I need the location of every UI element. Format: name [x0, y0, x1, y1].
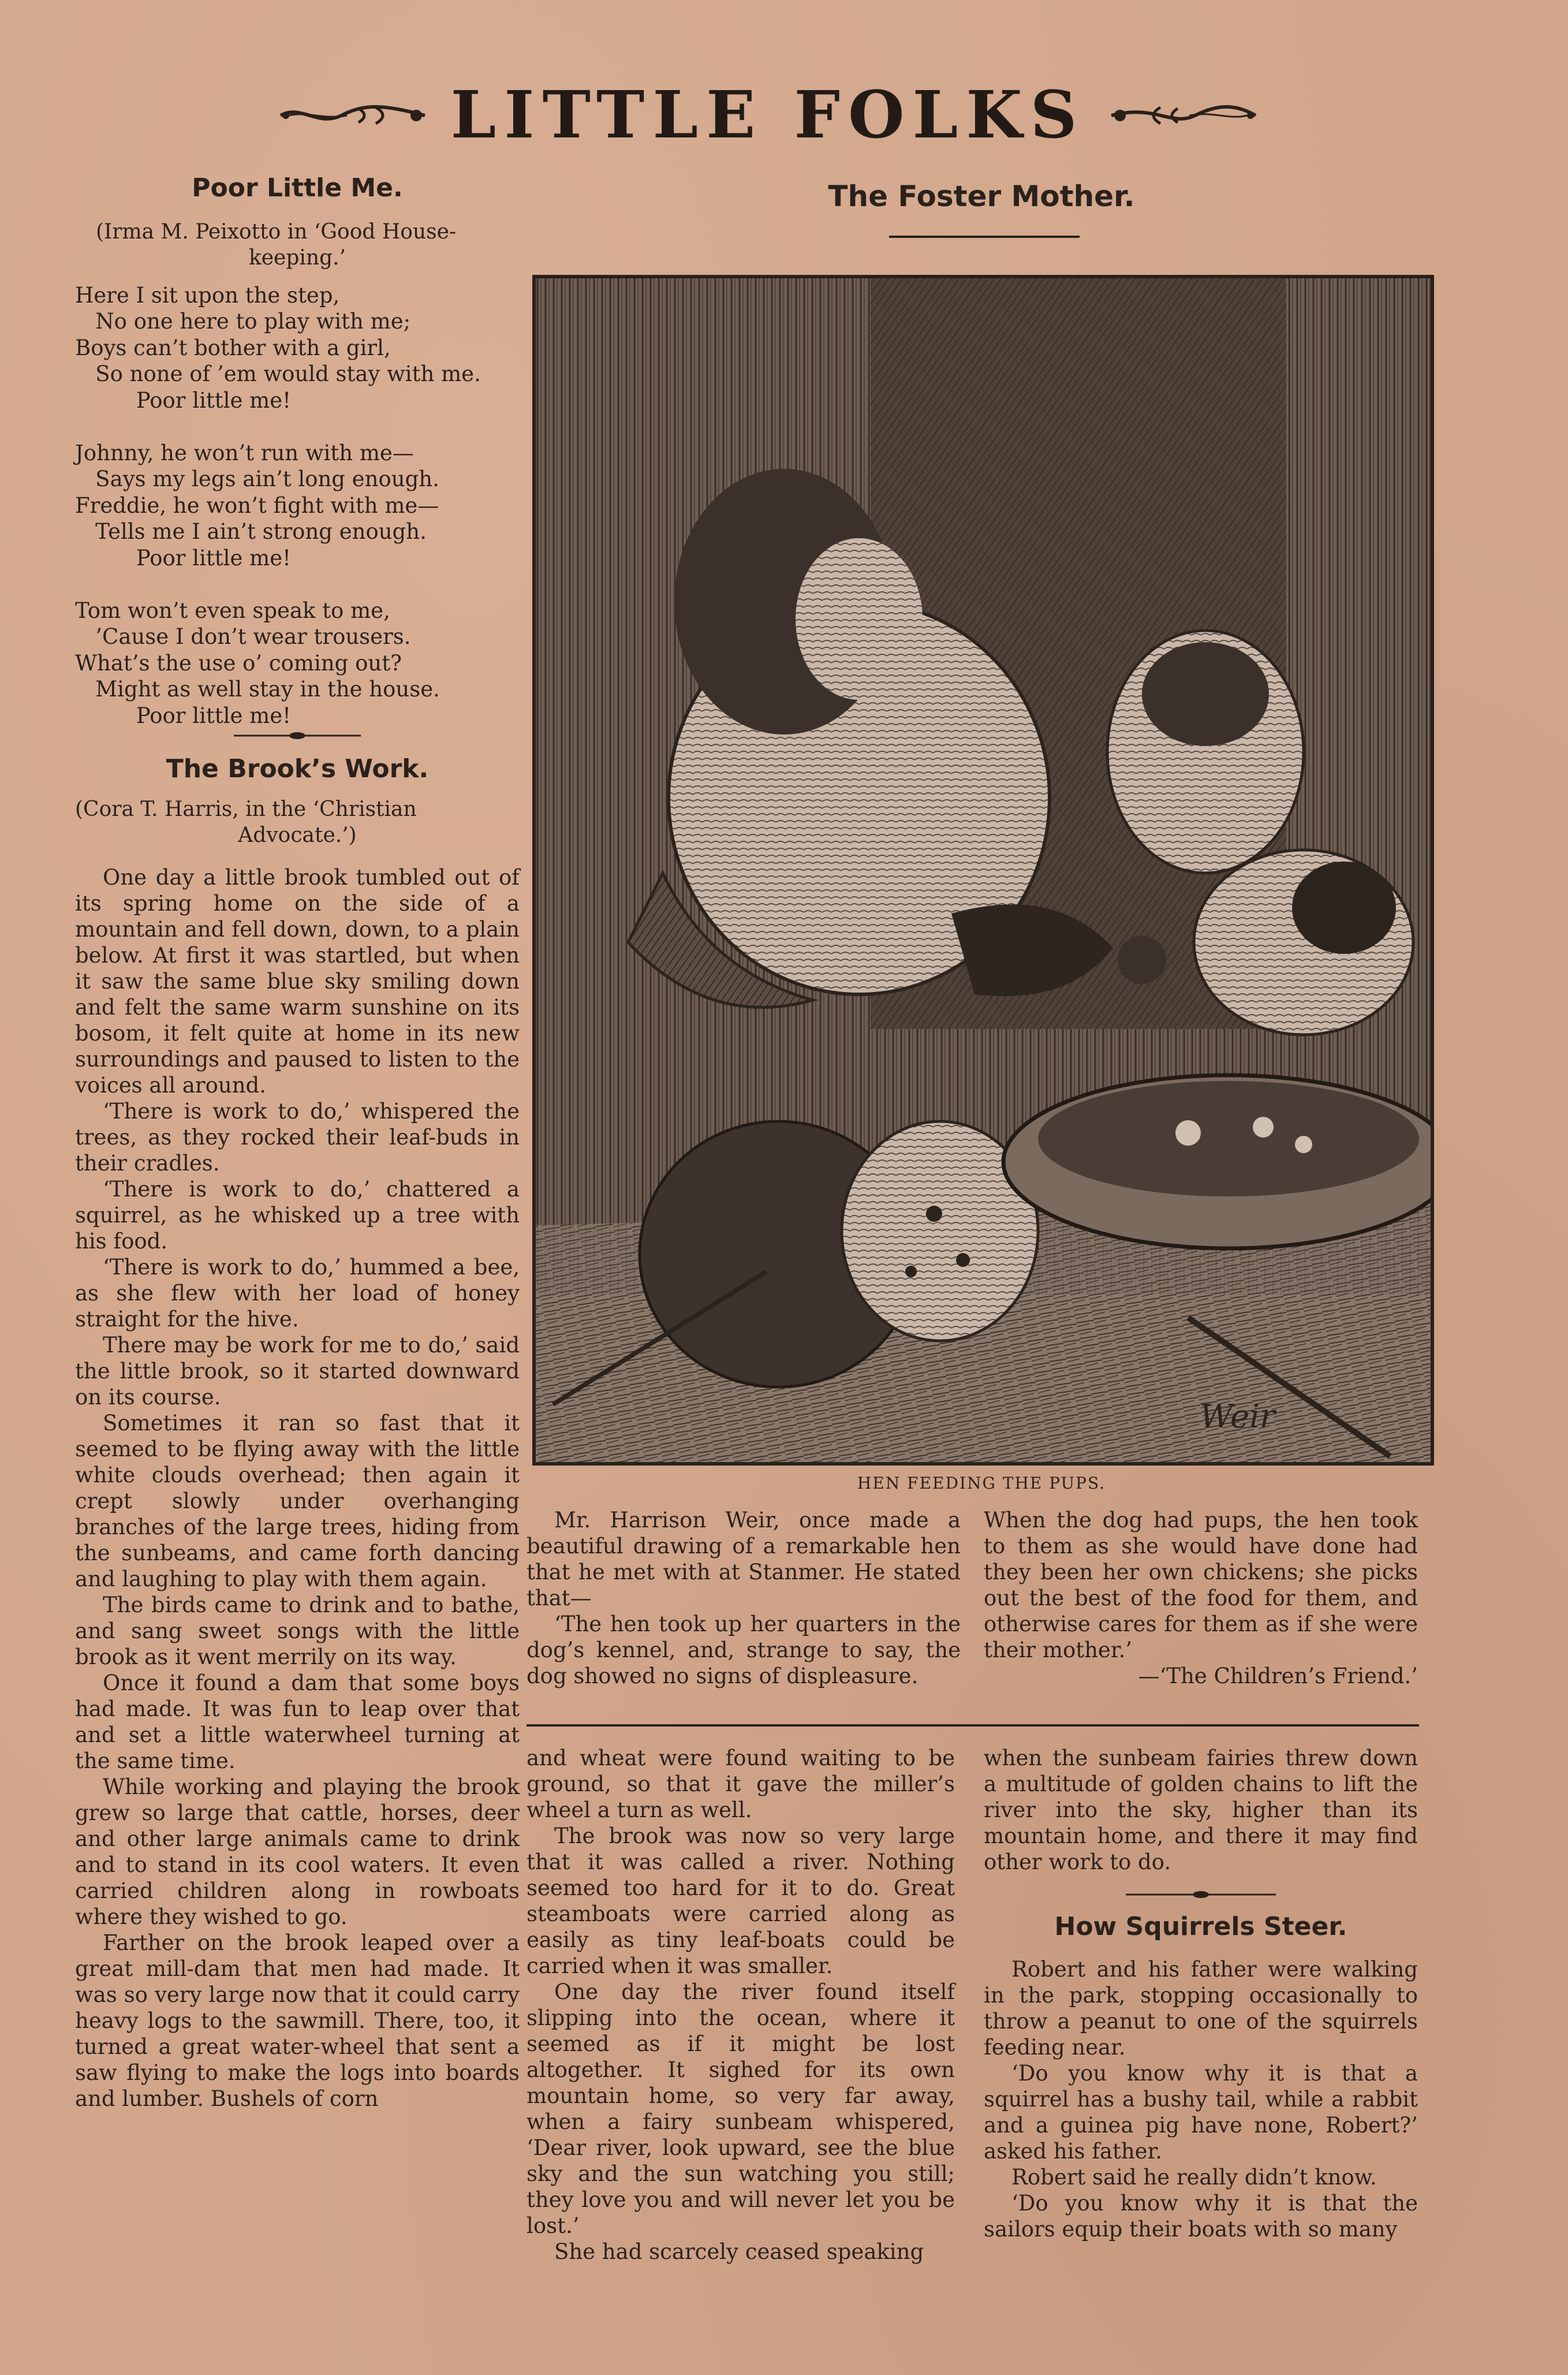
poem-title: Poor Little Me. — [192, 173, 403, 203]
poem-line: Boys can’t bother with a girl, — [75, 335, 391, 360]
masthead-title: LITTLE FOLKS — [450, 77, 1085, 153]
right-bottom-column — [984, 1745, 1418, 2242]
poem-body — [75, 282, 520, 729]
paragraph: Robert and his father were walking in the park, stopping occasionally to throw a peanut to one of the squirrels feeding near. — [984, 1956, 1418, 2060]
paragraph: ‘Do you know why it is that the sailors equip their boats with so many — [984, 2190, 1418, 2242]
masthead — [271, 77, 1264, 153]
paragraph: Sometimes it ran so fast that it seemed to be flying away with the little white clouds overhead; then again it crept slowly under overhanging branches of the large trees, hiding from the sunbeams, and came forth dancing and laughing to play with them again. — [75, 1411, 520, 1592]
poem-line: Poor little me! — [75, 545, 291, 571]
section-divider — [234, 731, 361, 740]
paragraph: Mr. Harrison Weir, once made a beautiful drawing of a remarkable hen that he met with at Stanmer. He stated that— — [527, 1508, 961, 1610]
left-flourish-ornament — [278, 98, 428, 133]
poem-source: (Irma M. Peixotto in ‘Good House- — [96, 219, 457, 244]
paragraph: when the sunbeam fairies threw down a multitude of golden chains to lift the river into the sky, higher than its mountain home, and there it may find other work to do. — [984, 1746, 1418, 1874]
title-underline — [889, 236, 1080, 238]
foster-col-b — [984, 1507, 1418, 1689]
poem-source-cont: keeping.’ — [248, 245, 346, 270]
poem-line: Freddie, he won’t fight with me— — [75, 493, 439, 518]
brook-col2 — [527, 1745, 955, 2265]
poem-line: Johnny, he won’t run with me— — [75, 440, 414, 465]
paragraph: When the dog had pups, the hen took to them as she would have done had they been her own chickens; she picks out the best of the food for them, and otherwise cares for them as if she were their mother.’ — [984, 1508, 1418, 1662]
squirrels-title: How Squirrels Steer. — [1054, 1912, 1347, 1941]
illustration-hen-feeding-pups — [532, 275, 1434, 1466]
paragraph: One day the river found itself slipping into the ocean, where it seemed as if it might be lost altogether. It sighed for its own mountain home, so very far away, when a fairy sunbeam whispered, ‘Dear river, look upward, see the blue sky and the sun watching you still; they love you and will never let you be lost.’ — [527, 1979, 955, 2238]
brook-col1 — [75, 864, 520, 2112]
paragraph: She had scarcely ceased speaking — [554, 2239, 924, 2264]
paragraph: ‘Do you know why it is that a squirrel has a bushy tail, while a rabbit and a guinea pig have none, Robert?’ asked his father. — [984, 2060, 1418, 2164]
poem-line: Poor little me! — [75, 703, 291, 728]
brook-title: The Brook’s Work. — [166, 754, 429, 784]
poem-line: Might as well stay in the house. — [75, 677, 440, 702]
paragraph: The brook was now so very large that it was called a river. Nothing seemed too hard for it to do. Great steamboats were carried along as easily as tiny leaf-boats could be carried when it was smaller. — [527, 1824, 955, 1978]
artist-signature: Weir — [1200, 1398, 1275, 1436]
foster-col-a — [527, 1507, 961, 1689]
poem-line: Says my legs ain’t long enough. — [75, 467, 439, 492]
engraving-image — [536, 278, 1431, 1462]
horizontal-rule — [527, 1724, 1419, 1727]
poem-line — [75, 571, 520, 598]
poem-line: Tom won’t even speak to me, — [75, 598, 390, 623]
left-column — [75, 173, 520, 2112]
poem-line: Here I sit upon the step, — [75, 282, 340, 308]
paragraph: There may be work for me to do,’ said the little brook, so it started downward on its course. — [75, 1333, 520, 1410]
paragraph: One day a little brook tumbled out of its spring home on the side of a mountain and fell down, down, to a plain below. At first it was startled, but when it saw the same blue sky smiling down and felt the same warm sunshine on its bosom, it felt quite at home in its new surroundings and paused to listen to the voices all around. — [75, 865, 520, 1098]
paragraph: ‘The hen took up her quarters in the dog’s kennel, and, strange to say, the dog showed no signs of displeasure. — [527, 1612, 961, 1688]
paragraph: The birds came to drink and to bathe, and sang sweet songs with the little brook as it went merrily on its way. — [75, 1593, 520, 1670]
paragraph: Once it found a dam that some boys had made. It was fun to leap over that and set a little waterwheel turning at the same time. — [75, 1671, 520, 1774]
paragraph: Farther on the brook leaped over a great mill-dam that men had made. It was so very large now that it could carry heavy logs to the sawmill. There, too, it turned a great water-wheel that sent a saw flying to make the logs into boards and lumber. Bushels of corn — [75, 1930, 520, 2112]
foster-attribution: —‘The Children’s Friend.’ — [1138, 1664, 1418, 1688]
poem-line: So none of ’em would stay with me. — [75, 361, 481, 387]
poem-line: Tells me I ain’t strong enough. — [75, 519, 427, 545]
section-divider — [1126, 1890, 1276, 1899]
brook-source: (Cora T. Harris, in the ‘Christian — [75, 797, 417, 822]
poem-line — [75, 413, 520, 440]
right-flourish-ornament — [1108, 98, 1259, 133]
brook-source-cont: Advocate.’) — [238, 823, 357, 848]
poem-line: Poor little me! — [75, 387, 291, 413]
illustration-caption: HEN FEEDING THE PUPS. — [857, 1474, 1106, 1493]
poem-line: ’Cause I don’t wear trousers. — [75, 624, 411, 650]
paragraph: ‘There is work to do,’ whispered the trees, as they rocked their leaf-buds in their cradles. — [75, 1099, 520, 1176]
paragraph: Robert said he really didn’t know. — [1011, 2164, 1377, 2190]
poem-line: What’s the use o’ coming out? — [75, 650, 402, 676]
poem-line: No one here to play with me; — [75, 309, 411, 334]
paragraph: While working and playing the brook grew so large that cattle, horses, deer and other large animals came to drink and to stand in its cool waters. It even carried children along in rowboats where they wished to go. — [75, 1774, 520, 1930]
paragraph: and wheat were found waiting to be ground, so that it gave the miller’s wheel a turn as well. — [527, 1746, 955, 1822]
paragraph: ‘There is work to do,’ chattered a squirrel, as he whisked up a tree with his food. — [75, 1177, 520, 1254]
foster-title: The Foster Mother. — [828, 180, 1135, 213]
paragraph: ‘There is work to do,’ hummed a bee, as she flew with her load of honey straight for the hive. — [75, 1255, 520, 1332]
